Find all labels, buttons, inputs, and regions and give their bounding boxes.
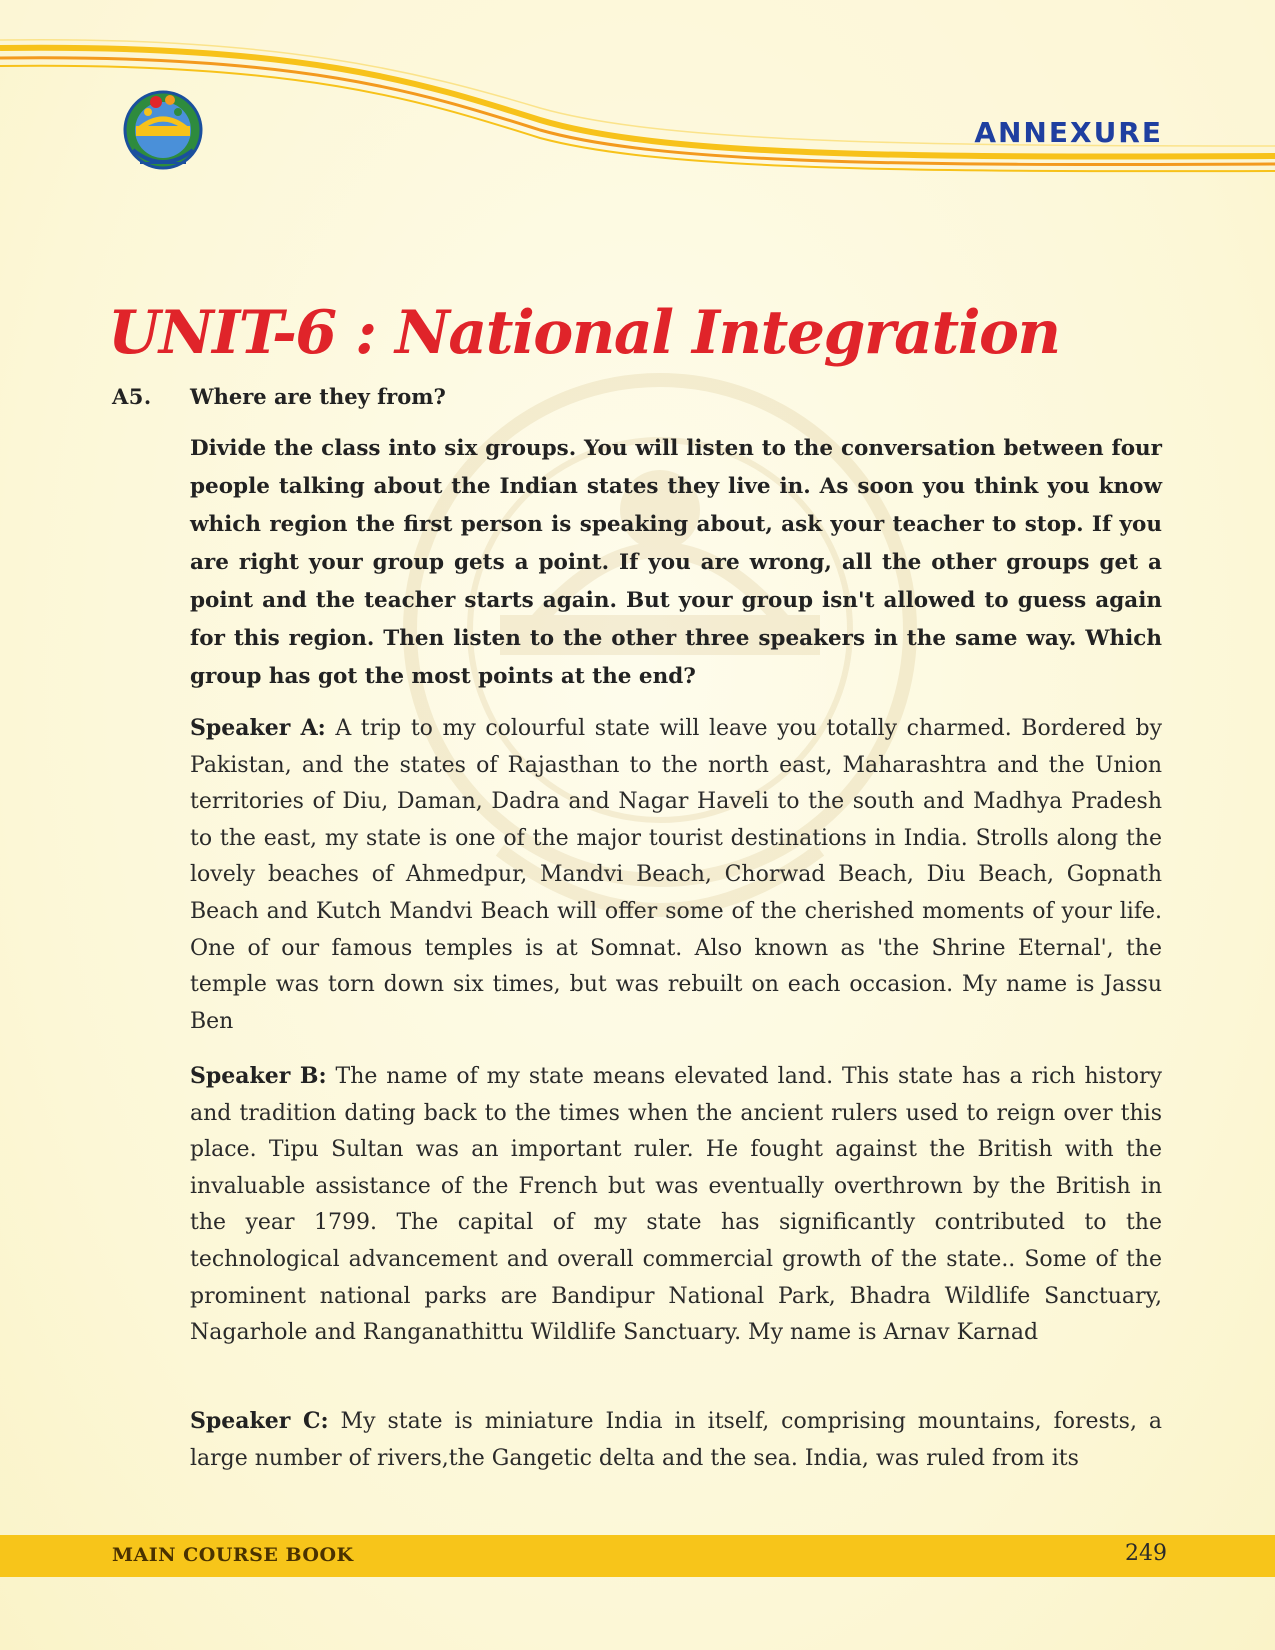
question-title: Where are they from? bbox=[190, 384, 446, 409]
unit-title: UNIT-6 : National Integration bbox=[108, 298, 1060, 368]
cbse-logo bbox=[118, 78, 208, 178]
speaker-a-paragraph bbox=[190, 710, 1162, 1040]
speaker-b-text: The name of my state means elevated land. This state has a rich history and tradition dating back to the times when the ancient rulers used to reign over this place. Tipu Sultan was an important ruler. He fought against the British with the invaluable assistance of the French but was eventually overthrown by the British in the year 1799. The capital of my state has significantly contributed to the technological advancement and overall commercial growth of the state.. Some of the prominent national parks are Bandipur National Park, Bhadra Wildlife Sanctuary, Nagarhole and Ranganathittu Wildlife Sanctuary. My name is Arnav Karnad bbox=[190, 1064, 1162, 1346]
speaker-a-text: A trip to my colourful state will leave you totally charmed. Bordered by Pakistan, and the states of Rajasthan to the north east, Maharashtra and the Union territories of Diu, Daman, Dadra and Nagar Haveli to the south and Madhya Pradesh to the east, my state is one of the major tourist destinations in India. Strolls along the lovely beaches of Ahmedpur, Mandvi Beach, Chorwad Beach, Diu Beach, Gopnath Beach and Kutch Mandvi Beach will offer some of the cherished moments of your life. One of our famous temples is at Somnat. Also known as 'the Shrine Eternal', the temple was torn down six times, but was rebuilt on each occasion. My name is Jassu Ben bbox=[190, 716, 1163, 1034]
speaker-b-label: Speaker B: bbox=[190, 1063, 327, 1089]
speaker-c-text: My state is miniature India in itself, comprising mountains, forests, a large number of rivers,the Gangetic delta and the sea. India, was ruled from its bbox=[190, 1409, 1163, 1471]
question-number: A5. bbox=[112, 384, 152, 409]
speaker-b-paragraph bbox=[190, 1058, 1162, 1352]
page-number: 249 bbox=[1125, 1541, 1167, 1566]
speaker-c-label: Speaker C: bbox=[190, 1408, 329, 1434]
speaker-c-paragraph bbox=[190, 1403, 1162, 1477]
activity-instructions: Divide the class into six groups. You will listen to the conversation between four people talking about the Indian states they live in. As soon you think you know which region the first person is speaking about, ask your teacher to stop. If you are right your group gets a point. If you are wrong, all the other groups get a point and the teacher starts again. But your group isn't allowed to guess again for this region. Then listen to the other three speakers in the same way. Which group has got the most points at the end? bbox=[190, 436, 1162, 689]
section-label: ANNEXURE bbox=[974, 116, 1163, 149]
speaker-a-label: Speaker A: bbox=[190, 715, 326, 741]
footer-book-title: MAIN COURSE BOOK bbox=[112, 1544, 354, 1566]
